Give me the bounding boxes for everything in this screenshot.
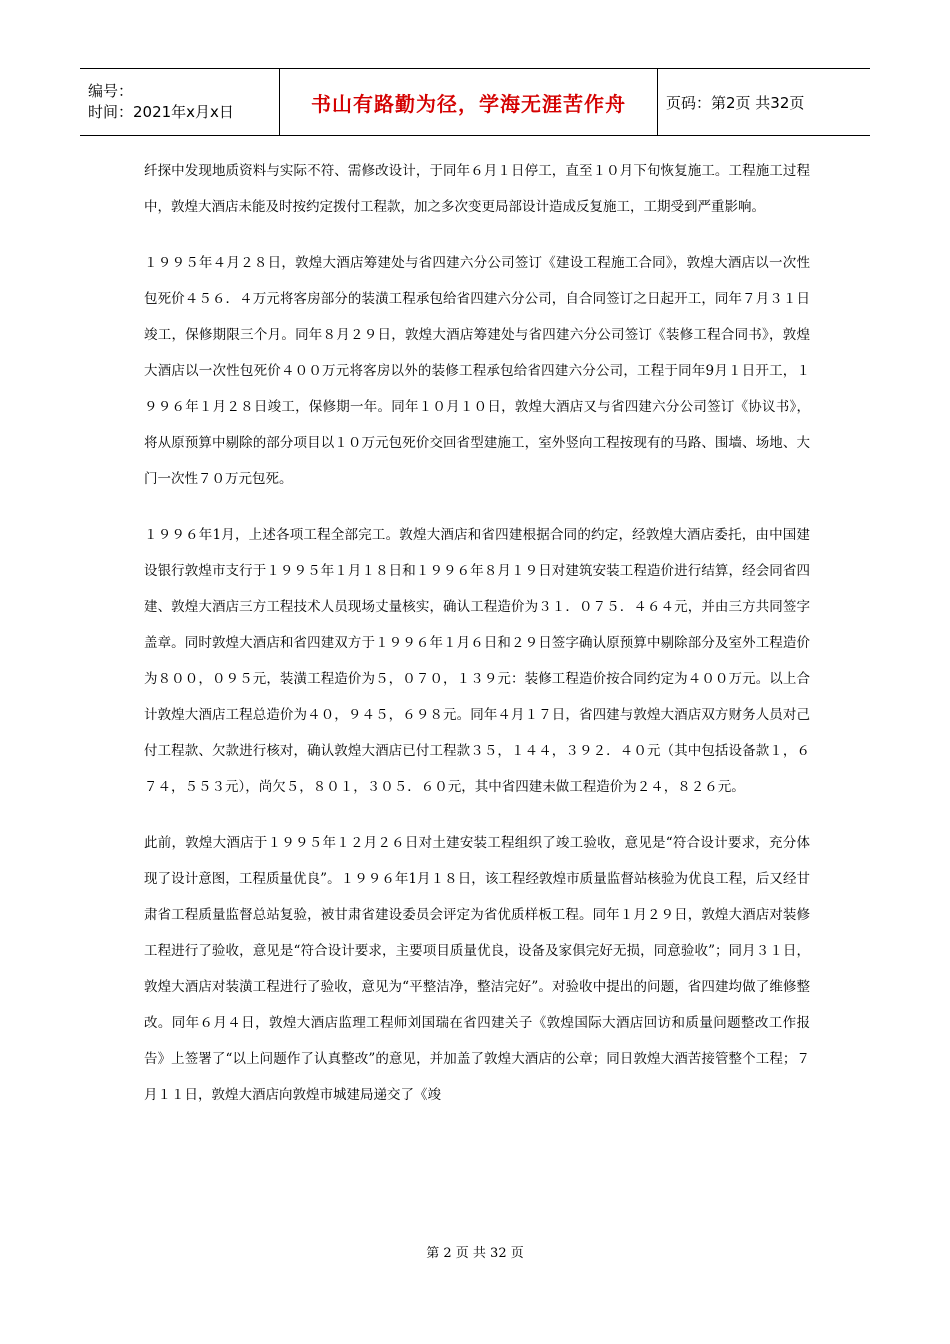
- paragraph: 纤探中发现地质资料与实际不符、需修改设计，于同年６月１日停工，直至１０月下旬恢复施工。工程施工过程中，敦煌大酒店未能及时按约定拨付工程款，加之多次变更局部设计造成反复施工，工期受到严重影响。: [144, 163, 810, 215]
- document-number-label: 编号：: [88, 82, 134, 100]
- document-time-label: 时间：2021年x月x日: [88, 103, 234, 121]
- motto-text: 书山有路勤为径，学海无涯苦作舟: [311, 91, 626, 116]
- paragraph: １９９６年1月，上述各项工程全部完工。敦煌大酒店和省四建根据合同的约定，经敦煌大酒店委托，由中国建设银行敦煌市支行于１９９５年１月１８日和１９９６年８月１９日对建筑安装工程造价进行结算，经会同省四建、敦煌大酒店三方工程技术人员现场丈量核实，确认工程造价为３１．０７５．４６４元，并由三方共同签字盖章。同时敦煌大酒店和省四建双方于１９９６年１月６日和２９日签字确认原预算中剔除部分及室外工程造价为８００，０９５元，装潢工程造价为５，０７０，１３９元：装修工程造价按合同约定为４００万元。以上合计敦煌大酒店工程总造价为４０，９４５，６９８元。同年４月１７日，省四建与敦煌大酒店双方财务人员对己付工程款、欠款进行核对，确认敦煌大酒店已付工程款３５，１４４，３９２．４０元（其中包括设备款１，６７４，５５３元），尚欠５，８０１，３０５．６０元，其中省四建未做工程造价为２４，８２６元。: [144, 527, 810, 795]
- page-info-text: 页码：第2页 共32页: [666, 93, 805, 112]
- page-header: [80, 68, 870, 136]
- paragraph: 此前，敦煌大酒店于１９９５年１２月２６日对土建安装工程组织了竣工验收，意见是“符合设计要求，充分体现了设计意图，工程质量优良”。１９９６年1月１８日，该工程经敦煌市质量监督站核验为优良工程，后又经甘肃省工程质量监督总站复验，被甘肃省建设委员会评定为省优质样板工程。同年１月２９日，敦煌大酒店对装修工程进行了验收，意见是“符合设计要求，主要项目质量优良，设备及家俱完好无损，同意验收”；同月３１日，敦煌大酒店对装潢工程进行了验收，意见为“平整洁净，整洁完好”。对验收中提出的问题，省四建均做了维修整改。同年６月４日，敦煌大酒店监理工程师刘国瑞在省四建关子《敦煌国际大酒店回访和质量问题整改工作报告》上签署了“以上问题作了认真整改”的意见，并加盖了敦煌大酒店的公章；同日敦煌大酒苦接管整个工程；７月１１日，敦煌大酒店向敦煌市城建局递交了《竣: [144, 835, 810, 1103]
- paragraph: １９９５年４月２８日，敦煌大酒店筹建处与省四建六分公司签订《建设工程施工合同》，敦煌大酒店以一次性包死价４５６．４万元将客房部分的装潢工程承包给省四建六分公司，自合同签订之日起开工，同年７月３１日竣工，保修期限三个月。同年８月２９日，敦煌大酒店筹建处与省四建六分公司签订《装修工程合同书》，敦煌大酒店以一次性包死价４００万元将客房以外的装修工程承包给省四建六分公司，工程于同年9月１日开工，１９９６年１月２８日竣工，保修期一年。同年１０月１０日，敦煌大酒店又与省四建六分公司签订《协议书》，将从原预算中剔除的部分项目以１０万元包死价交回省型建施工，室外竖向工程按现有的马路、围墙、场地、大门一次性７０万元包死。: [144, 255, 810, 487]
- page-footer: [0, 1242, 950, 1261]
- header-motto: [280, 69, 658, 135]
- header-page-info: [658, 69, 870, 135]
- footer-page-number: 第 2 页 共 32 页: [426, 1246, 524, 1261]
- header-meta: [80, 69, 280, 135]
- document-body: [144, 153, 810, 1133]
